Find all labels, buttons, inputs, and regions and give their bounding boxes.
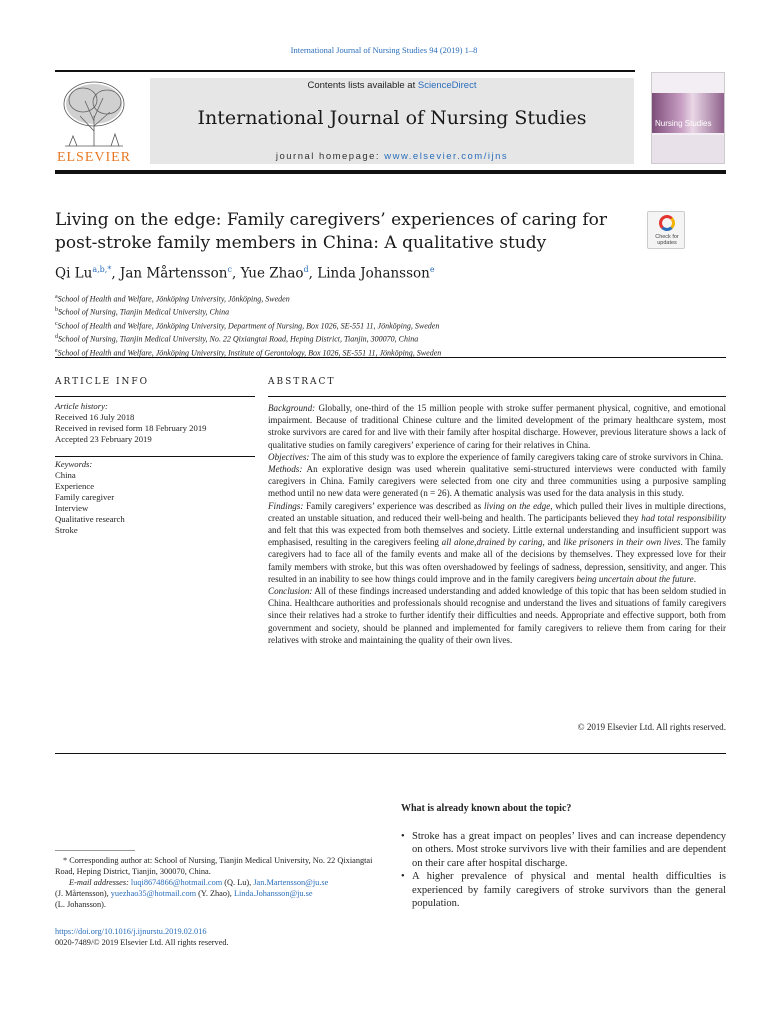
journal-reference-link[interactable]: International Journal of Nursing Studies 94 (2019) 1–8 (290, 45, 478, 55)
author-list (55, 265, 435, 282)
issn-copyright: 0020-7489/© 2019 Elsevier Ltd. All rights reserved. (55, 937, 229, 947)
email-owner: (J. Mårtensson), (55, 888, 111, 898)
article-history (55, 401, 207, 445)
contents-prefix: Contents lists available at (307, 80, 418, 91)
history-accepted: Accepted 23 February 2019 (55, 434, 152, 444)
abstract-heading: ABSTRACT (268, 377, 336, 387)
abstract-objectives (268, 451, 726, 463)
known-topic-list (401, 830, 726, 910)
history-revised: Received in revised form 18 February 2019 (55, 423, 207, 433)
section-divider (55, 753, 726, 754)
corresponding-author-text: * Corresponding author at: School of Nursing, Tianjin Medical University, No. 22 Qixiangtai Road, Heping District, Tianjin, 300070, China. (55, 856, 373, 876)
article-title: Living on the edge: Family caregivers’ experiences of caring for post-stroke family members in China: A qualitative study (55, 210, 608, 253)
affiliation-item (55, 292, 441, 305)
affiliation-text: School of Health and Welfare, Jönköping University, Jönköping, Sweden (57, 294, 290, 304)
email-owner: (Y. Zhao), (196, 888, 234, 898)
email-addresses (55, 878, 385, 911)
check-for-updates-badge[interactable] (647, 211, 685, 249)
email-owner: (L. Johansson). (55, 899, 106, 909)
author-affiliation-marker[interactable]: e (429, 265, 435, 274)
keyword: China (55, 470, 76, 480)
findings-label: Findings: (268, 500, 304, 511)
sciencedirect-link[interactable]: ScienceDirect (417, 80, 477, 91)
findings-emphasis: had total responsibility (641, 512, 726, 523)
author-name: Linda Johansson (317, 265, 430, 282)
list-item: • Stroke has a great impact on peoples’ lives and can increase dependency on others. Most stroke survivors live with their families and are dependent on their care after hospital discharge. (401, 830, 726, 870)
findings-text: Family caregivers’ experience was described as (303, 500, 484, 511)
abstract-findings (268, 500, 726, 585)
author-separator: , (111, 265, 120, 282)
keyword: Qualitative research (55, 514, 125, 524)
abstract-rule (268, 396, 726, 397)
affiliation-text: School of Nursing, Tianjin Medical University, No. 22 Qixiangtai Road, Heping District, Tianjin, 300070, China (58, 335, 419, 345)
keyword: Family caregiver (55, 492, 115, 502)
affiliation-text: School of Health and Welfare, Jönköping University, Department of Nursing, Box 1026, SE-551 11, Jönköping, Sweden (57, 321, 440, 331)
header-top-rule (55, 70, 635, 72)
affiliation-key: d (55, 334, 58, 341)
known-topic-heading: What is already known about the topic? (401, 803, 572, 814)
findings-emphasis: all alone,drained by caring, (441, 537, 545, 548)
journal-cover-thumbnail[interactable] (651, 72, 725, 164)
affiliation-item (55, 332, 441, 345)
affiliation-list (55, 292, 441, 359)
affiliation-item (55, 305, 441, 318)
journal-title: International Journal of Nursing Studies (197, 107, 587, 129)
abstract-conclusion (268, 585, 726, 646)
keyword: Experience (55, 481, 95, 491)
affiliation-item (55, 319, 441, 332)
header-bottom-rule (55, 170, 726, 174)
doi-link[interactable]: https://doi.org/10.1016/j.ijnurstu.2019.02.016 (55, 927, 207, 936)
email-owner: (Q. Lu), (222, 877, 254, 887)
article-info-rule-2 (55, 456, 255, 457)
objectives-label: Objectives: (268, 451, 310, 462)
abstract-background (268, 402, 726, 451)
conclusion-label: Conclusion: (268, 586, 313, 597)
doi-block (55, 927, 229, 949)
cover-title: Nursing Studies (655, 119, 712, 128)
footnote-rule (55, 850, 135, 851)
author-affiliation-marker[interactable]: c (227, 265, 232, 274)
article-info-heading: ARTICLE INFO (55, 377, 150, 387)
author-separator: , (308, 265, 318, 282)
homepage-prefix: journal homepage: (275, 151, 385, 162)
affiliation-text: School of Nursing, Tianjin Medical University, China (58, 308, 230, 318)
author-affiliation-marker[interactable]: a,b,* (92, 265, 112, 274)
keyword: Stroke (55, 525, 78, 535)
journal-homepage-link[interactable]: www.elsevier.com/ijns (384, 151, 509, 162)
findings-text: . (693, 573, 696, 584)
section-divider (55, 357, 726, 358)
findings-text: , which pulled their lives in multiple directions, created an unstable situation, and reduced their well-being and health. The participants believed they (268, 500, 726, 523)
author-separator: , (231, 265, 241, 282)
author-name: Jan Mårtensson (119, 265, 228, 282)
email-link[interactable]: yuezhao35@hotmail.com (110, 888, 197, 898)
findings-text: and felt that this was expected from both themselves and society. Little external understanding and insufficient support was emphasised, resulting in the caregivers feeling (268, 525, 726, 548)
elsevier-wordmark: ELSEVIER (56, 150, 132, 165)
keywords-label: Keywords: (55, 459, 93, 469)
corresponding-author-footnote (55, 856, 385, 911)
contents-availability-line (150, 80, 634, 91)
findings-text: . The family caregivers had to face all of the family events and make all of the decisions by themselves. They expressed love for their family members with stroke, but this was often overshadowed by feelings of sadness, depression, sensitivity, and anger. This resulted in an inability to see how things could improve and in the family caregivers (268, 537, 726, 584)
journal-homepage-line (150, 151, 634, 162)
conclusion-text: All of these findings increased understanding and added knowledge of this topic that has been seldom studied in China. Healthcare authorities and professionals should recognise and understand the lives and situations of family caregivers since their relatives had a stroke to further identify their difficulties and needs. Appropriate and effective support, both from government and society, should be planned and implemented for family caregivers to relieve them from caring for their relatives with stroke and maintaining the quality of their own lives. (268, 586, 726, 645)
abstract-body (268, 402, 726, 646)
affiliation-key: c (55, 320, 58, 327)
cover-footer (652, 135, 725, 164)
keyword: Interview (55, 503, 89, 513)
background-label: Background: (268, 403, 316, 413)
author-name: Yue Zhao (240, 265, 304, 282)
objectives-text: The aim of this study was to explore the experience of family caregivers taking care of stroke survivors in China. (309, 451, 724, 462)
history-received: Received 16 July 2018 (55, 412, 135, 422)
background-text: Globally, one-third of the 15 million people with stroke suffer permanent physical, cognitive, and emotional impairment. Because of traditional Chinese culture and the limited development of the primary healthcare system, most stroke survivors are cared for and live with their family after hospital discharge. However, previous literature shows a lack of qualitative studies on family caregivers’ experience of caring for their relatives in China. (268, 403, 726, 450)
methods-label: Methods: (268, 464, 303, 475)
email-label: E-mail addresses: (69, 877, 129, 887)
affiliation-key: e (55, 347, 58, 354)
abstract-methods (268, 463, 726, 500)
list-item: • A higher prevalence of physical and mental health difficulties is experienced by family caregivers of stroke survivors than the general population. (401, 870, 726, 910)
findings-emphasis: living on the edge (483, 500, 551, 511)
email-link[interactable]: Jan.Martensson@ju.se (253, 877, 329, 887)
email-link[interactable]: Linda.Johansson@ju.se (233, 888, 313, 898)
abstract-copyright: © 2019 Elsevier Ltd. All rights reserved. (577, 722, 726, 732)
affiliation-key: a (55, 294, 58, 300)
article-info-rule (55, 396, 255, 397)
author-name: Qi Lu (55, 265, 93, 282)
findings-emphasis: like prisoners in their own lives (563, 537, 681, 548)
check-updates-icon (659, 215, 675, 231)
findings-text: and (544, 537, 564, 548)
affiliation-text: School of Health and Welfare, Jönköping University, Institute of Gerontology, Box 1026, SE-551 11, Jönköping, Sweden (57, 348, 442, 358)
keywords-block (55, 459, 125, 536)
article-history-label: Article history: (55, 401, 108, 411)
check-updates-label: Check for updates (655, 234, 679, 246)
methods-text: An explorative design was used wherein qualitative semi-structured interviews were conducted with family caregivers in China. Family caregivers were selected from one city and three communities using a purposive sampling method until no new data were generated (n = 26). A thematic analysis was used for the data analysis in this study. (268, 464, 726, 499)
email-link[interactable]: luqi8674866@hotmail.com (130, 877, 223, 887)
author-affiliation-marker[interactable]: d (303, 265, 309, 274)
findings-emphasis: being uncertain about the future (576, 573, 694, 584)
affiliation-key: b (55, 307, 58, 314)
